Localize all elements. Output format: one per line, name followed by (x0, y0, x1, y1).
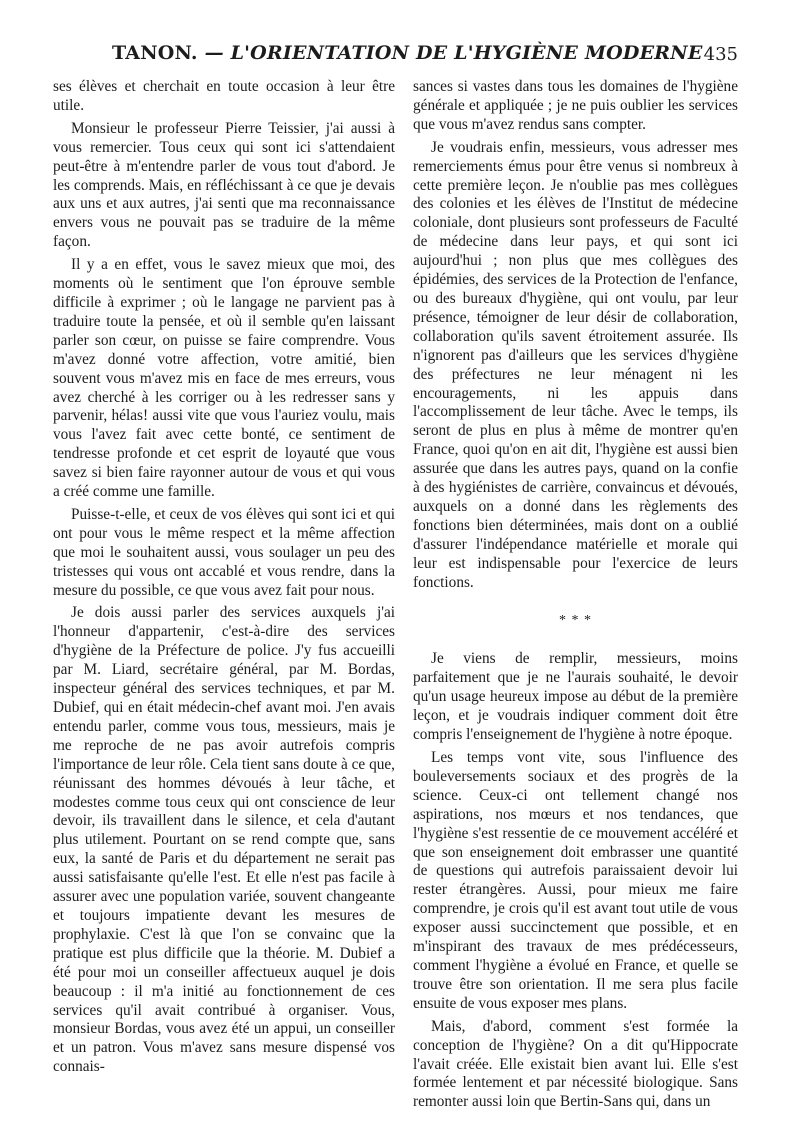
header-separator: — (204, 42, 224, 64)
paragraph: Les temps vont vite, sous l'influence des bouleversements sociaux et des progrès de la science. Ceux-ci ont tellement changé nos aspirations, nos mœurs et nos tendances, que l'hygiène s'est ressentie de ce mouvement accéléré et que son enseignement doit embrasser une quantité de questions qui autrefois paraissaient devoir lui rester étrangères. Aussi, pour mieux me faire comprendre, je crois qu'il est avant tout utile de vous exposer aussi succinctement que possible, et en m'inspirant des travaux de mes prédécesseurs, comment l'hygiène a évolué en France, et quelle se trouve être son orientation. Il me sera plus facile ensuite de vous exposer mes plans. (413, 749, 738, 1012)
paragraph: Il y a en effet, vous le savez mieux que moi, des moments où le sentiment que l'on éprouve semble difficile à exprimer ; où le langage ne parvient pas à traduire toute la pensée, et où il semble qu'en laissant parler son cœur, on puisse se faire comprendre. Vous m'avez donné votre affection, votre amitié, bien souvent vous m'avez mis en face de mes erreurs, vous avez cherché à les corriger ou à les redresser sans y parvenir, hélas! aussi vite que vous l'auriez voulu, mais vous l'avez fait avec cette bonté, ce sentiment de tendresse profonde et cet esprit de loyauté que vous savez si bien faire rayonner autour de vous et qui vous a créé comme une famille. (53, 256, 395, 501)
header-title-text: L'ORIENTATION DE L'HYGIÈNE MODERNE (230, 42, 703, 64)
paragraph: Monsieur le professeur Pierre Teissier, j'ai aussi à vous remercier. Tous ceux qui sont ici s'attendaient peut-être à m'entendre parler de vous tout d'abord. Je les comprends. Mais, en réfléchissant à ce que je devais aux uns et aux autres, j'ai senti que ma reconnaissance envers vous ne pouvait pas se traduire de la même façon. (53, 119, 395, 251)
running-header (112, 40, 738, 70)
running-title (112, 42, 703, 64)
paragraph: Je voudrais enfin, messieurs, vous adresser mes remerciements émus pour être venus si nombreux à cette première leçon. Je n'oublie pas mes collègues des colonies et les élèves de l'Institut de médecine coloniale, dont plusieurs sont professeurs de Faculté de médecine dans leur pays, et qui sont ici aujourd'hui ; non plus que mes collègues des épidémies, des services de la Protection de l'enfance, ou des bureaux d'hygiène, qui ont voulu, par leur présence, témoigner de leur désir de collaboration, collaboration qu'ils savent étroitement assurée. Ils n'ignorent pas d'ailleurs que les services d'hygiène des préfectures ne leur ménagent ni les encouragements, ni les appuis dans l'accomplissement de leur tâche. Avec le temps, ils seront de plus en plus à même de montrer qu'en France, quoi qu'on en ait dit, l'hygiène est aussi bien assurée que dans les autres pays, quand on la confie à des hygiénistes de carrière, convaincus et dévoués, auxquels on a donné dans les règlements des fonctions bien déterminées, mais dont on a oublié d'assurer l'indépendance matérielle et morale qui leur est indispensable pour l'exercice de leurs fonctions. (413, 138, 738, 591)
paragraph: Je dois aussi parler des services auxquels j'ai l'honneur d'appartenir, c'est-à-dire des services d'hygiène de la Préfecture de police. J'y fus accueilli par M. Liard, secrétaire général, par M. Bordas, inspecteur général des services techniques, et par M. Dubief, qui en était médecin-chef avant moi. J'en avais entendu parler, comme vous tous, messieurs, mais je me reproche de ne pas avoir autrefois compris l'importance de leur rôle. Cela tient sans doute à ce que, réunissant des hommes dévoués à leur tâche, et modestes comme tous ceux qui ont conscience de leur devoir, ils travaillent dans le silence, et cela d'autant plus utilement. Pourtant on se rend compte que, sans eux, la santé de Paris et du département ne serait pas aussi satisfaisante qu'elle l'est. Et elle n'est pas facile à assurer avec une population variée, souvent changeante et toujours impatiente devant les mesures de prophylaxie. C'est là que l'on se convainc que la pratique est plus difficile que la théorie. M. Dubief a été pour moi un conseiller affectueux auquel je dois beaucoup : il m'a initié au fonctionnement de ces services qu'il avait contribué à organiser. Vous, monsieur Bordas, vous avez été un appui, un conseiller et un patron. Vous m'avez sans mesure dispensé vos connais- (53, 604, 395, 1076)
header-author: TANON. (112, 42, 198, 64)
left-column (53, 78, 395, 1081)
paragraph: Je viens de remplir, messieurs, moins parfaitement que je ne l'aurais souhaité, le devoir qu'un usage heureux impose au début de la première leçon, et je voudrais indiquer comment doit être compris l'enseignement de l'hygiène à notre époque. (413, 650, 738, 744)
paragraph: Mais, d'abord, comment s'est formée la conception de l'hygiène? On a dit qu'Hippocrate l'avait créée. Elle existait bien avant lui. Elle s'est formée lentement et par nécessité biologique. Sans remonter aussi loin que Bertin-Sans qui, dans un (413, 1017, 738, 1111)
paragraph: ses élèves et cherchait en toute occasion à leur être utile. (53, 78, 395, 114)
right-column (413, 78, 738, 1116)
paragraph: sances si vastes dans tous les domaines de l'hygiène générale et appliquée ; je ne puis oublier les services que vous m'avez rendus sans compter. (413, 78, 738, 133)
paragraph: Puisse-t-elle, et ceux de vos élèves qui sont ici et qui ont pour vous le même respect et la même affection que moi le souhaitent aussi, vous soulager un peu des tristesses qui vous ont accablé et vous rendre, dans la mesure du possible, ce que vous avez fait pour nous. (53, 505, 395, 599)
page-number: 435 (703, 44, 738, 65)
section-break-asterism: * * * (559, 613, 592, 629)
